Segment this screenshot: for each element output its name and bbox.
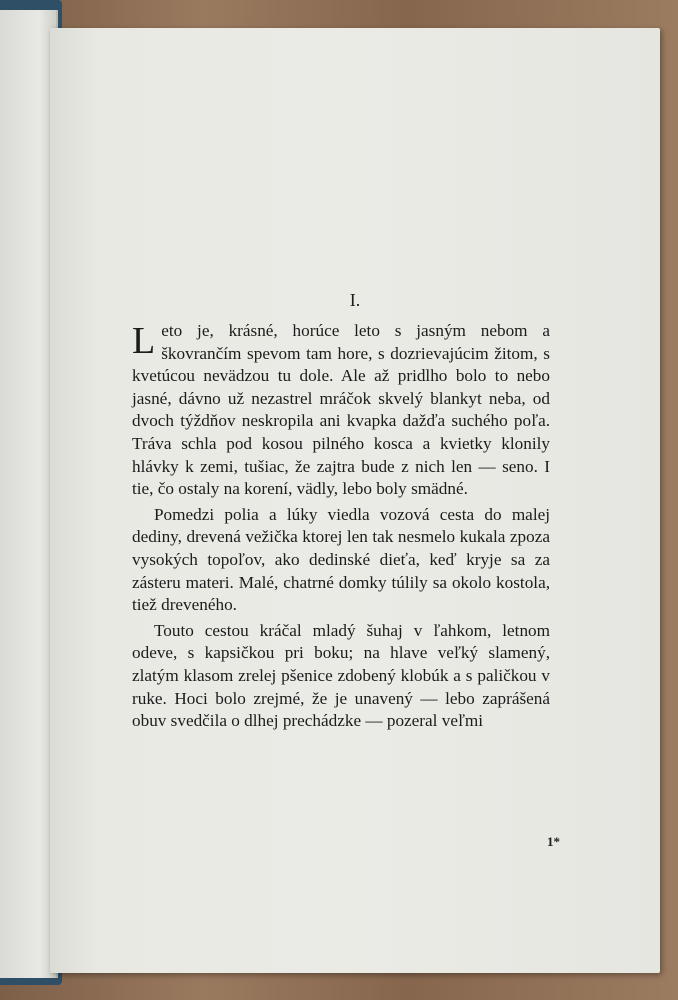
signature-mark: 1* <box>547 834 560 849</box>
book-page <box>50 28 660 973</box>
drop-cap: L <box>132 320 156 362</box>
paragraph-3: Touto cestou kráčal mladý šuhaj v ľahkom, letnom odeve, s kapsičkou pri boku; na hlave veľký slamený, zlatým klasom zrelej pšenice zdobený klobúk a s paličkou v ruke. Hoci bolo zrejmé, že je unavený — lebo zaprášená obuv svedčila o dlhej prechádzke — pozeral veľmi <box>132 620 550 731</box>
chapter-heading: I. <box>349 290 361 310</box>
paragraph-2: Pomedzi polia a lúky viedla vozová cesta do malej dediny, drevená vežička ktorej len tak nesmelo kukala zpoza vysokých topoľov, ako dedinské dieťa, keď kryje sa za zásteru materi. Malé, chatrné domky túlily sa okolo kostola, tiež dreveného. <box>132 504 550 615</box>
paragraph-1-text: eto je, krásné, horúce leto s jasným nebom a škovrančím spevom tam hore, s dozrievajúcim žitom, s kvetúcou nevädzou tu dole. Ale až pridlho bolo to nebo jasné, dávno už nezastrel mráčok skvelý blankyt neba, od dvoch týždňov neskropila ani kvapka dažďa suchého poľa. Tráva schla pod kosou pilného kosca a kvietky klonily hlávky k zemi, tušiac, že zajtra bude z nich len — seno. I tie, čo ostaly na korení, vädly, lebo boly smädné. <box>132 321 550 499</box>
paragraph-1 <box>132 320 550 501</box>
body-text <box>132 320 550 736</box>
